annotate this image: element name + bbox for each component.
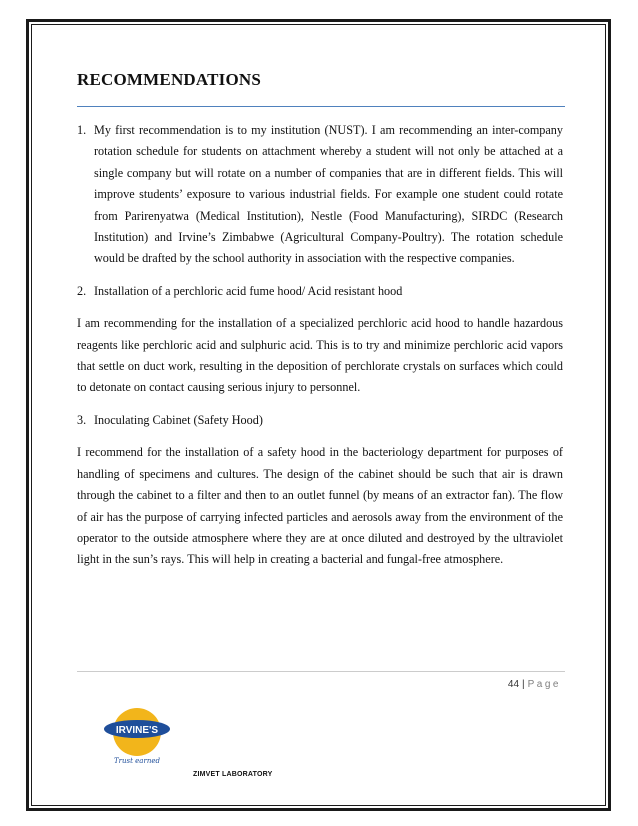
recommendation-item-1 <box>77 120 563 270</box>
item-text: Installation of a perchloric acid fume hood/ Acid resistant hood <box>94 283 403 298</box>
item-number: 1. <box>77 123 87 137</box>
irvines-logo <box>102 706 172 768</box>
footer-divider <box>77 671 565 672</box>
recommendation-item-2 <box>77 281 563 302</box>
perchloric-hood-paragraph: I am recommending for the installation of a specialized perchloric acid hood to handle hazardous reagents like perchloric acid and sulphuric acid. This is to try and minimize perchloric acid vapors that settle on duct work, resulting in the deposition of perchlorate crystals on surfaces which could to detonate on contact causing serious injury to personnel. <box>77 316 563 395</box>
logo-tagline: Trust earned <box>114 757 160 765</box>
logo-wordmark: IRVINE'S <box>115 725 159 736</box>
item-text: My first recommendation is to my institution (NUST). I am recommending an inter-company rotation schedule for students on attachment whereby a student will not only be attached at a single company but will rotate on a number of companies that are in different fields. This will improve students’ exposure to various industrial fields. For example one student could rotate from Parirenyatwa (Medical Institution), Nestle (Food Manufacturing), SIRDC (Research Institution) and Irvine’s Zimbabwe (Agricultural Company-Poultry). The rotation schedule would be drafted by the school authority in association with the respective companies. <box>94 123 563 266</box>
page-label: Page <box>527 679 561 690</box>
item-number: 2. <box>77 283 87 298</box>
lab-name: ZIMVET LABORATORY <box>193 771 273 778</box>
document-body <box>77 120 563 571</box>
safety-hood-paragraph: I recommend for the installation of a safety hood in the bacteriology department for purposes of handling of specimens and cultures. The design of the cabinet should be such that air is drawn through the cabinet to a filter and then to an outlet funnel (by means of an extractor fan). The flow of air has the purpose of carrying infected particles and aerosols away from the environment of the operator to the outside atmosphere where they are at once diluted and destroyed by the ultraviolet light in the sun’s rays. This will help in creating a bacterial and fungal-free atmosphere. <box>77 445 563 567</box>
item-text: Inoculating Cabinet (Safety Hood) <box>94 412 263 427</box>
recommendation-item-3 <box>77 410 563 431</box>
section-heading: RECOMMENDATIONS <box>77 70 262 89</box>
page-number <box>508 679 561 690</box>
item-number: 3. <box>77 412 87 427</box>
page-number-separator: | <box>522 679 525 690</box>
page-number-value: 44 <box>507 679 520 690</box>
heading-underline <box>77 106 565 107</box>
